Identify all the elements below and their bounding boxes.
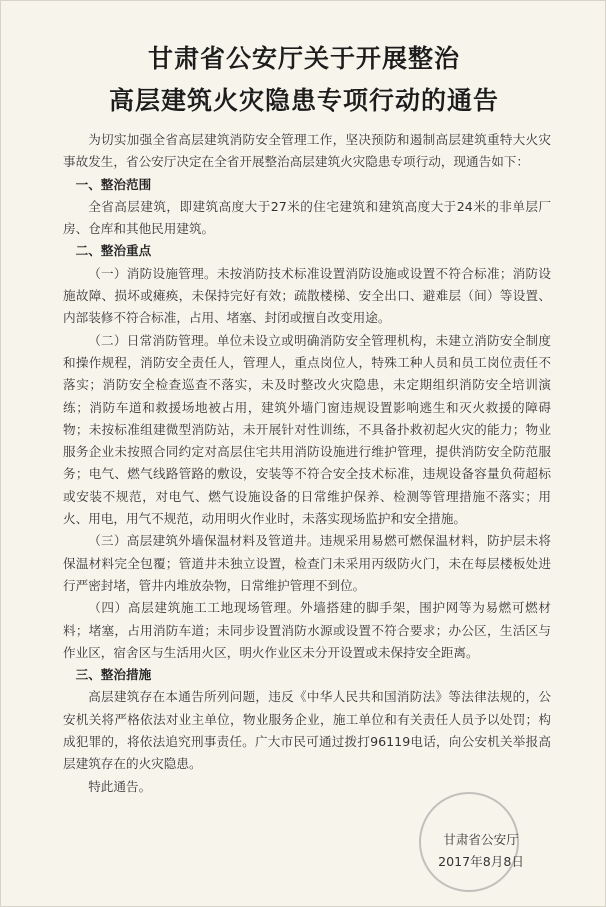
paragraph-scope: 全省高层建筑，即建筑高度大于27米的住宅建筑和建筑高度大于24米的非单层厂房、仓库和其他民用建筑。: [63, 198, 551, 237]
section-heading-focus: 二、整治重点: [75, 243, 152, 259]
paragraph-focus-2: （二）日常消防管理。单位未设立或明确消防安全管理机构，未建立消防安全制度和操作规程，消防安全责任人，管理人，重点岗位人，特殊工种人员和员工岗位责任不落实；消防安全检查巡查不落实，未及时整改火灾隐患，未定期组织消防安全培训演练；消防车道和救援场地被占用，建筑外墙门窗违规设置影响逃生和灭火救援的障碍物；未按标准组建微型消防站，未开展针对性训练，不具备扑救初起火灾的能力；物业服务企业未按照合同约定对高层住宅共用消防设施进行维护管理，提供消防安全防范服务；电气、燃气线路管路的敷设，安装等不符合安全技术标准，违规设备容量负荷超标或安装不规范，对电气、燃气设施设备的日常维护保养、检测等管理措施不落实；用火、用电，用气不规范，动用明火作业时，未落实现场监护和安全措施。: [63, 332, 551, 527]
paragraph-focus-3: （三）高层建筑外墙保温材料及管道井。违规采用易燃可燃保温材料，防护层未将保温材料完全包覆；管道井未独立设置，检查门未采用丙级防火门，未在每层楼板处进行严密封堵，管井内堆放杂物，日常维护管理不到位。: [63, 533, 551, 593]
paragraph-measures: 高层建筑存在本通告所列问题，违反《中华人民共和国消防法》等法律法规的，公安机关将严格依法对业主单位，物业服务企业，施工单位和有关责任人员予以处罚；构成犯罪的，将依法追究刑事责任。广大市民可通过拨打96119电话，向公安机关举报高层建筑存在的火灾隐患。: [63, 689, 551, 772]
notice-body: [63, 129, 551, 798]
signature-org: 甘肃省公安厅: [443, 832, 519, 847]
signature-date: 2017年8月8日: [438, 854, 524, 869]
signature-block: [421, 829, 541, 873]
page-title-line-1: 甘肃省公安厅关于开展整治: [147, 44, 460, 73]
paragraph-focus-1: （一）消防设施管理。未按消防技术标准设置消防设施或设置不符合标准；消防设施故障、损坏或瘫痪，未保持完好有效；疏散楼梯、安全出口、避难层（间）等设置、内部装修不符合标准，占用、堵塞、封闭或擅自改变用途。: [63, 265, 551, 326]
section-heading-scope: 一、整治范围: [75, 176, 152, 192]
paragraph-intro: 为切实加强全省高层建筑消防安全管理工作，坚决预防和遏制高层建筑重特大火灾事故发生，省公安厅决定在全省开展整治高层建筑火灾隐患专项行动，现通告如下：: [63, 132, 551, 170]
section-heading-measures: 三、整治措施: [75, 667, 152, 683]
paragraph-focus-4: （四）高层建筑施工工地现场管理。外墙搭建的脚手架，围护网等为易燃可燃材料；堵塞，占用消防车道；未同步设置消防水源或设置不符合要求；办公区，生活区与作业区，宿舍区与生活用火区，明火作业区未分开设置或未保持安全距离。: [63, 600, 551, 660]
page-title-line-2: 高层建筑火灾隐患专项行动的通告: [108, 86, 499, 115]
paragraph-closing: 特此通告。: [88, 778, 152, 794]
